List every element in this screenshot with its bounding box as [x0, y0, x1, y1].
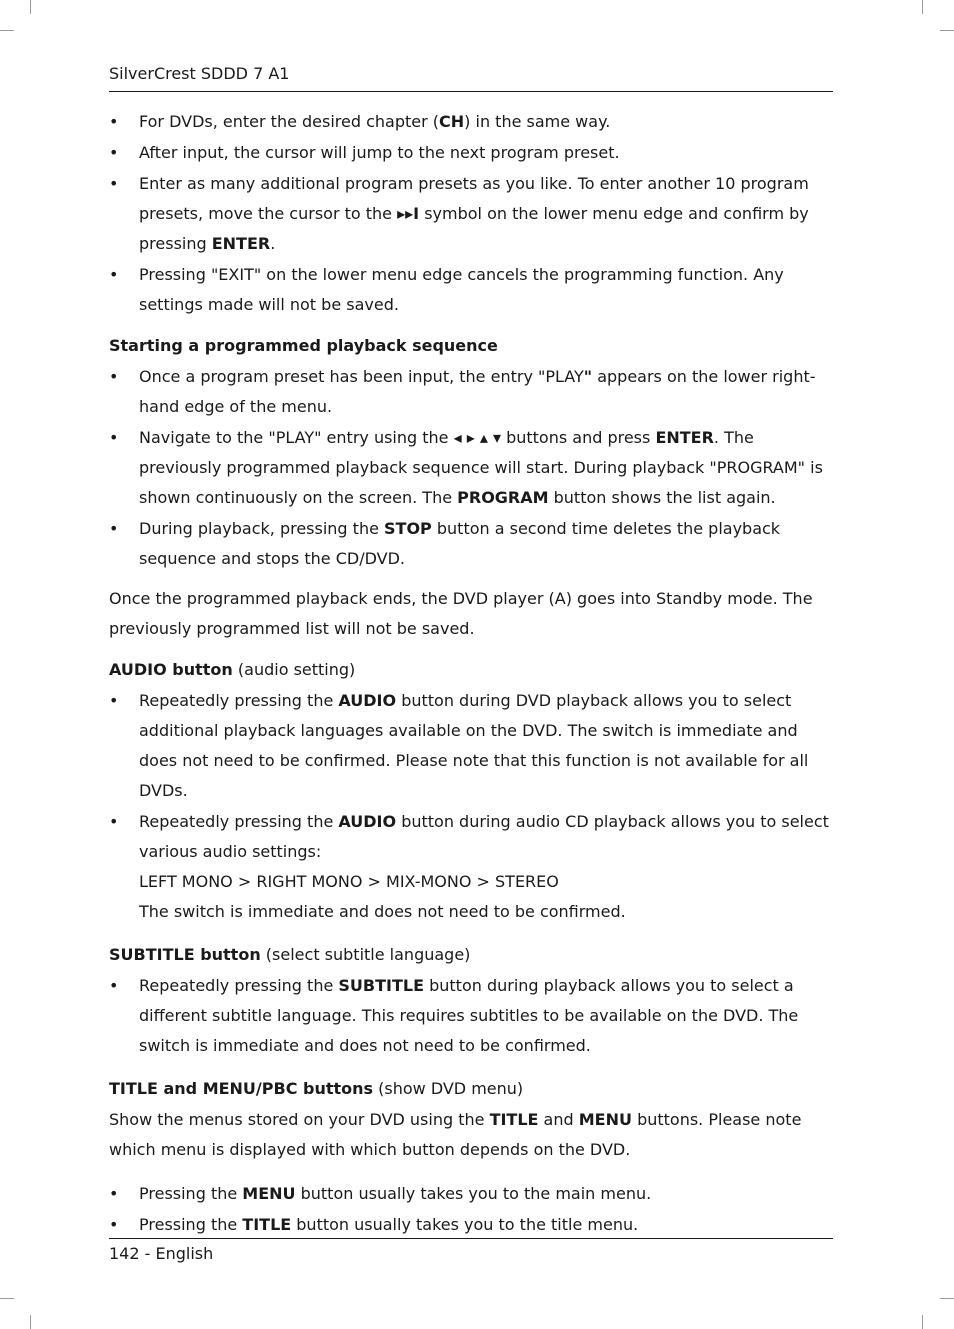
list-item: • For DVDs, enter the desired chapter (CH) in the same way. [109, 107, 833, 137]
list-item: • Pressing the TITLE button usually takes you to the title menu. [109, 1210, 833, 1240]
audio-list [109, 686, 833, 927]
subtitle-list [109, 971, 833, 1061]
crop-mark [0, 30, 14, 31]
arrow-keys-icon: ◂ ▸ ▴ ▾ [453, 428, 501, 447]
paragraph: Show the menus stored on your DVD using the TITLE and MENU buttons. Please note which menu is displayed with which button depends on the DVD. [109, 1110, 802, 1159]
list-item: • After input, the cursor will jump to the next program preset. [109, 138, 833, 168]
crop-mark [30, 1315, 31, 1329]
crop-mark [30, 0, 31, 14]
crop-mark [940, 30, 954, 31]
crop-mark [922, 1315, 923, 1329]
page-content [109, 107, 833, 1241]
list-item: • Once a program preset has been input, the entry "PLAY" appears on the lower right-hand edge of the menu. [109, 362, 833, 422]
intro-list [109, 107, 833, 320]
section-heading: Starting a programmed playback sequence [109, 336, 498, 355]
paragraph: Once the programmed playback ends, the DVD player (A) goes into Standby mode. The previously programmed list will not be saved. [109, 589, 813, 638]
playback-list [109, 362, 833, 574]
section-heading: AUDIO button (audio setting) [109, 660, 356, 679]
header-title: SilverCrest SDDD 7 A1 [109, 64, 290, 83]
section-heading: TITLE and MENU/PBC buttons (show DVD menu) [109, 1079, 524, 1098]
list-item: • Pressing "EXIT" on the lower menu edge cancels the programming function. Any settings made will not be saved. [109, 260, 833, 320]
list-item: • Repeatedly pressing the SUBTITLE button during playback allows you to select a different subtitle language. This requires subtitles to be available on the DVD. The switch is immediate and does not need to be confirmed. [109, 971, 833, 1061]
crop-mark [940, 1298, 954, 1299]
crop-mark [922, 0, 923, 14]
page-header [109, 63, 833, 92]
crop-mark [0, 1298, 14, 1299]
list-item: • Repeatedly pressing the AUDIO button during DVD playback allows you to select additional playback languages available on the DVD. The switch is immediate and does not need to be confirmed. Please note that this function is not available for all DVDs. [109, 686, 833, 806]
page-footer [109, 1238, 833, 1265]
page-number: 142 - English [109, 1244, 214, 1263]
list-item: • Navigate to the "PLAY" entry using the ◂ ▸ ▴ ▾ buttons and press ENTER. The previously programmed playback sequence will start. During playback "PROGRAM" is shown continuously on the screen. The PROGRAM button shows the list again. [109, 423, 833, 513]
skip-next-symbol-icon: ▸▸I [397, 204, 420, 223]
list-item: • During playback, pressing the STOP button a second time deletes the playback sequence and stops the CD/DVD. [109, 514, 833, 574]
list-item: • Enter as many additional program presets as you like. To enter another 10 program presets, move the cursor to the ▸▸I symbol on the lower menu edge and confirm by pressing ENTER. [109, 169, 833, 259]
list-item: • Pressing the MENU button usually takes you to the main menu. [109, 1179, 833, 1209]
list-item: • Repeatedly pressing the AUDIO button during audio CD playback allows you to select various audio settings: LEFT MONO > RIGHT MONO > MIX-MONO > STEREO The switch is immediate and does not need to be confirmed. [109, 807, 833, 927]
title-menu-list [109, 1179, 833, 1240]
section-heading: SUBTITLE button (select subtitle language) [109, 945, 471, 964]
